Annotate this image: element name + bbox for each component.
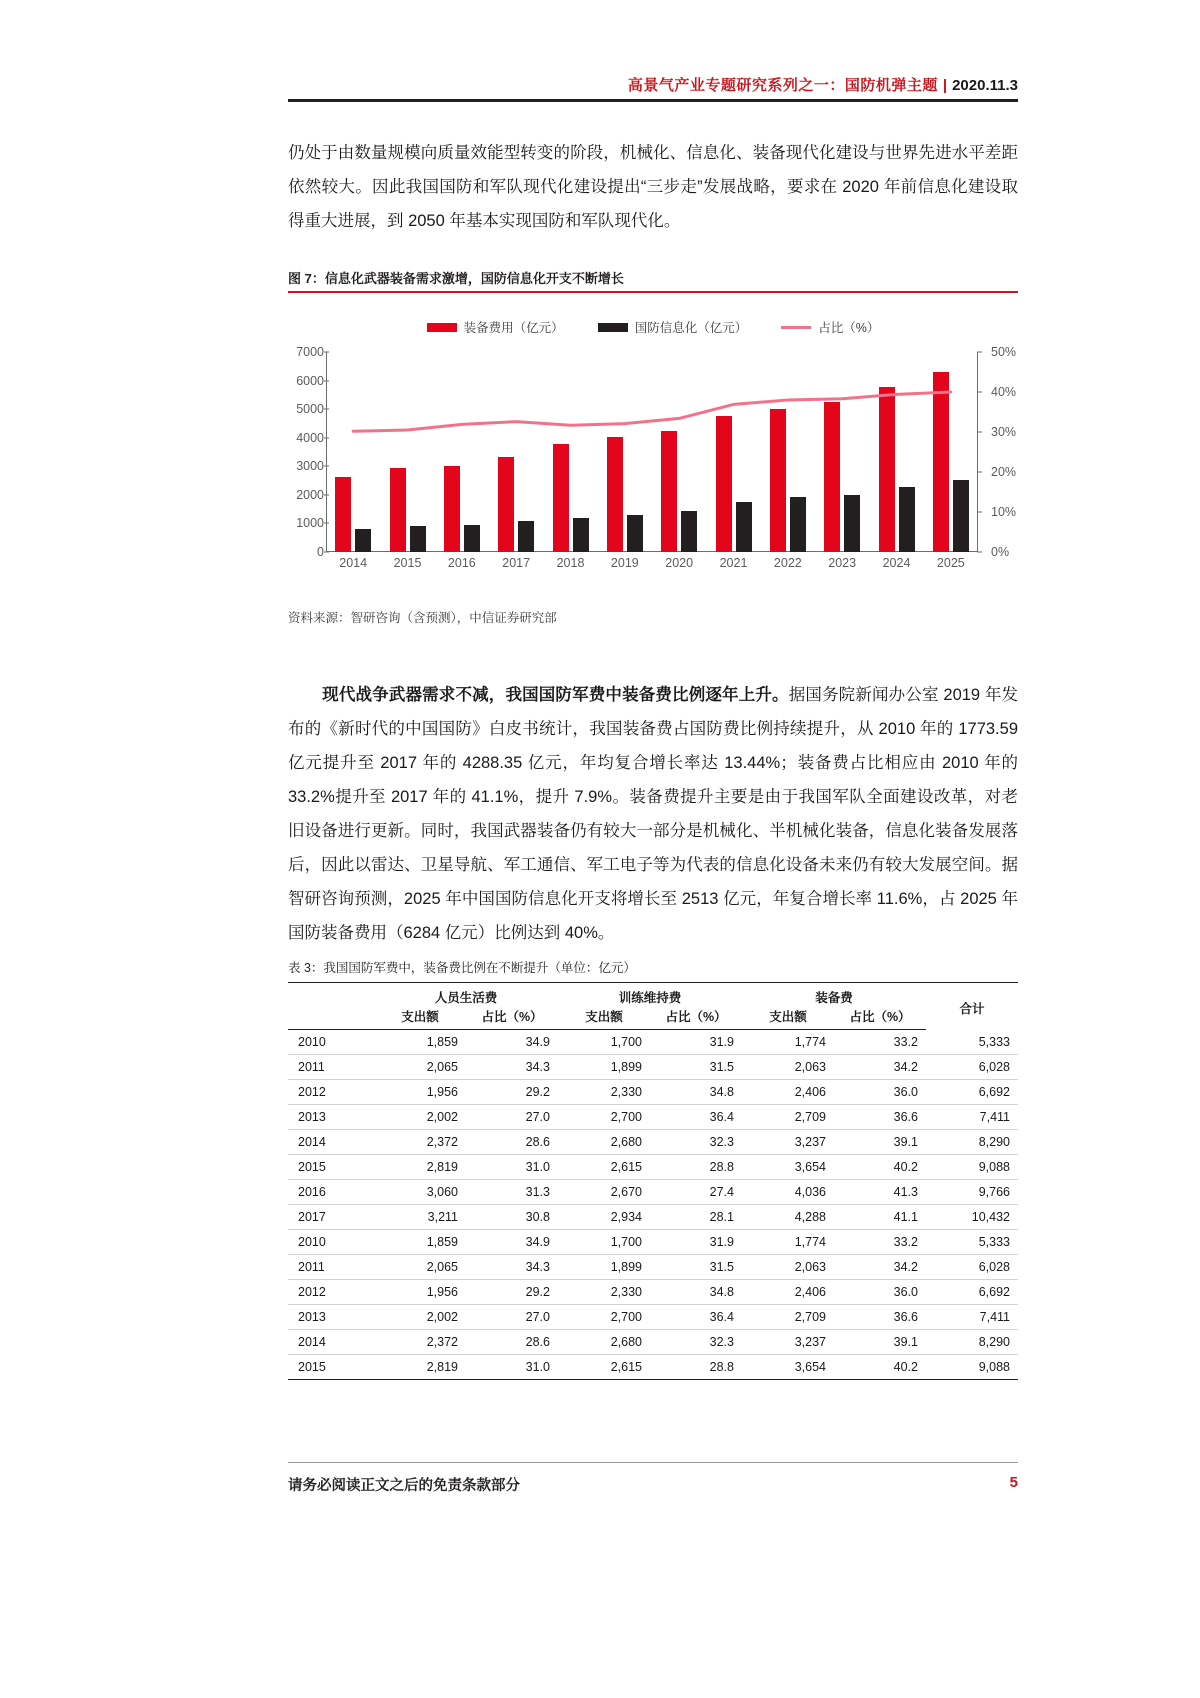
legend-label-share: 占比（%） (818, 321, 880, 335)
table-cell-value: 1,899 (558, 1055, 650, 1080)
table-cell-value: 6,028 (926, 1055, 1018, 1080)
table-group-header-row (288, 983, 1018, 1008)
table-cell-value: 1,700 (558, 1030, 650, 1055)
table-row (288, 1080, 1018, 1105)
chart-legend (288, 318, 1018, 336)
table-row (288, 1155, 1018, 1180)
table-head (288, 983, 1018, 1030)
table-cell-value: 27.4 (650, 1180, 742, 1205)
table-cell-value: 3,211 (374, 1205, 466, 1230)
table-cell-value: 2,819 (374, 1355, 466, 1380)
table-cell-value: 2,680 (558, 1330, 650, 1355)
table-cell-value: 31.5 (650, 1255, 742, 1280)
paragraph-2-body: 据国务院新闻办公室 2019 年发布的《新时代的中国国防》白皮书统计，我国装备费占国防费比例持续提升，从 2010 年的 1773.59 亿元提升至 2017 年的 4288.35 亿元，年均复合增长率达 13.44%；装备费占比相应由 2010 年的 33.2%提升至 2017 年的 41.1%，提升 7.9%。装备费提升主要是由于我国军队全面建设改革，对老旧设备进行更新。同时，我国武器装备仍有较大一部分是机械化、半机械化装备，信息化装备发展落后，因此以雷达、卫星导航、军工通信、军工电子等为代表的信息化设备未来仍有较大发展空间。据智研咨询预测，2025 年中国国防信息化开支将增长至 2513 亿元，年复合增长率 11.6%，占 2025 年国防装备费用（6284 亿元）比例达到 40%。 (288, 686, 1019, 942)
x-label-2021: 2021 (719, 556, 748, 570)
table-cell-value: 1,774 (742, 1230, 834, 1255)
table-cell-year: 2014 (288, 1130, 374, 1155)
table-cell-value: 2,406 (742, 1280, 834, 1305)
table-cell-value: 7,411 (926, 1105, 1018, 1130)
table-cell-value: 6,692 (926, 1080, 1018, 1105)
table-sub-header-equipment-amount: 支出额 (742, 1007, 834, 1030)
table-cell-value: 2,002 (374, 1305, 466, 1330)
table-cell-value: 1,899 (558, 1255, 650, 1280)
table-cell-value: 39.1 (834, 1330, 926, 1355)
table-sub-header-personnel-share: 占比（%） (466, 1007, 558, 1030)
legend-swatch-black-bar (598, 323, 628, 332)
table-cell-value: 36.4 (650, 1105, 742, 1130)
table-cell-value: 2,709 (742, 1305, 834, 1330)
table-cell-value: 34.2 (834, 1255, 926, 1280)
legend-item-share (781, 318, 879, 336)
table-cell-value: 2,819 (374, 1155, 466, 1180)
table-row (288, 1105, 1018, 1130)
table-cell-value: 29.2 (466, 1080, 558, 1105)
table-cell-value: 28.6 (466, 1130, 558, 1155)
table-group-header-training: 训练维持费 (558, 983, 742, 1008)
table-cell-value: 32.3 (650, 1330, 742, 1355)
chart-plot-area (296, 345, 1017, 570)
table-row (288, 1130, 1018, 1155)
table-cell-value: 31.0 (466, 1155, 558, 1180)
table-cell-value: 31.0 (466, 1355, 558, 1380)
table-cell-value: 2,615 (558, 1355, 650, 1380)
figure-source: 资料来源：智研咨询（含预测），中信证券研究部 (288, 611, 557, 625)
table-cell-value: 5,333 (926, 1230, 1018, 1255)
footer-divider (288, 1462, 1018, 1463)
table-row (288, 1180, 1018, 1205)
y-tick-left-0: 0 (317, 545, 324, 559)
table-group-header-blank (288, 983, 374, 1008)
table-cell-value: 36.4 (650, 1305, 742, 1330)
table-cell-value: 2,063 (742, 1055, 834, 1080)
table-cell-value: 30.8 (466, 1205, 558, 1230)
table-cell-value: 40.2 (834, 1355, 926, 1380)
table-cell-value: 28.8 (650, 1155, 742, 1180)
table-cell-value: 9,088 (926, 1155, 1018, 1180)
table-cell-value: 8,290 (926, 1330, 1018, 1355)
y-tick-left-6000: 6000 (296, 373, 324, 388)
table-cell-value: 34.8 (650, 1280, 742, 1305)
legend-label-informatization: 国防信息化（亿元） (634, 321, 748, 335)
x-label-2019: 2019 (610, 556, 639, 570)
footer-page-number: 5 (1009, 1474, 1018, 1491)
table-cell-value: 2,330 (558, 1280, 650, 1305)
header-divider (288, 99, 1018, 102)
table-cell-value: 29.2 (466, 1280, 558, 1305)
y-tick-right-10: 10% (991, 505, 1017, 519)
x-label-2022: 2022 (773, 556, 802, 570)
x-label-2018: 2018 (556, 556, 585, 570)
table-cell-year: 2010 (288, 1030, 374, 1055)
table-cell-year: 2016 (288, 1180, 374, 1205)
table-cell-value: 31.5 (650, 1055, 742, 1080)
y-tick-left-5000: 5000 (296, 402, 324, 417)
chart-y-axis-right (982, 345, 1026, 559)
x-label-2023: 2023 (828, 556, 857, 570)
chart-y-axis-left (280, 345, 324, 559)
table-cell-value: 40.2 (834, 1155, 926, 1180)
header-separator: | (942, 77, 948, 94)
figure-caption-rule (288, 291, 1018, 293)
table-cell-value: 41.3 (834, 1180, 926, 1205)
y-tick-right-50: 50% (991, 345, 1017, 359)
header-report-title: 高景气产业专题研究系列之一：国防机弹主题 (627, 77, 938, 94)
table-cell-value: 8,290 (926, 1130, 1018, 1155)
table-body (288, 1030, 1018, 1380)
table-row (288, 1230, 1018, 1255)
table-cell-value: 34.9 (466, 1030, 558, 1055)
table-caption: 表 3：我国国防军费中，装备费比例在不断提升（单位：亿元） (288, 961, 636, 975)
legend-swatch-red-bar (427, 323, 457, 332)
table-sub-header-equipment-share: 占比（%） (834, 1007, 926, 1030)
table-row (288, 1205, 1018, 1230)
y-tick-left-7000: 7000 (296, 345, 324, 359)
table-row (288, 1355, 1018, 1380)
table-cell-value: 1,859 (374, 1230, 466, 1255)
table-row (288, 1030, 1018, 1055)
y-tick-right-40: 40% (991, 385, 1017, 399)
table-cell-value: 36.0 (834, 1280, 926, 1305)
table-cell-value: 27.0 (466, 1305, 558, 1330)
legend-item-informatization (598, 318, 748, 336)
table-sub-header-row (288, 1007, 1018, 1030)
table-cell-value: 10,432 (926, 1205, 1018, 1230)
table-cell-value: 2,065 (374, 1255, 466, 1280)
legend-label-equipment: 装备费用（亿元） (463, 321, 564, 335)
table-cell-value: 9,088 (926, 1355, 1018, 1380)
x-label-2017: 2017 (502, 556, 531, 570)
table-cell-value: 32.3 (650, 1130, 742, 1155)
table-cell-year: 2011 (288, 1055, 374, 1080)
table-sub-header-personnel-amount: 支出额 (374, 1007, 466, 1030)
y-tick-left-3000: 3000 (296, 459, 324, 474)
table-cell-value: 3,060 (374, 1180, 466, 1205)
x-label-2025: 2025 (936, 556, 965, 570)
table-cell-value: 2,670 (558, 1180, 650, 1205)
defense-budget-table (288, 982, 1018, 1380)
table-cell-value: 3,237 (742, 1330, 834, 1355)
table-cell-value: 9,766 (926, 1180, 1018, 1205)
table-cell-value: 34.3 (466, 1055, 558, 1080)
table-cell-value: 27.0 (466, 1105, 558, 1130)
table-row (288, 1305, 1018, 1330)
paragraph-2-lead: 现代战争武器需求不减，我国国防军费中装备费比例逐年上升。 (322, 686, 789, 704)
table-row (288, 1280, 1018, 1305)
table-cell-year: 2012 (288, 1080, 374, 1105)
table-sub-header-training-amount: 支出额 (558, 1007, 650, 1030)
table-cell-value: 31.3 (466, 1180, 558, 1205)
table-cell-value: 36.0 (834, 1080, 926, 1105)
table-cell-value: 1,774 (742, 1030, 834, 1055)
body-paragraph-2 (288, 678, 1018, 950)
table-cell-value: 2,934 (558, 1205, 650, 1230)
table-cell-year: 2014 (288, 1330, 374, 1355)
table-cell-year: 2010 (288, 1230, 374, 1255)
table-sub-header-training-share: 占比（%） (650, 1007, 742, 1030)
page-header (288, 74, 1018, 95)
y-tick-right-30: 30% (991, 425, 1017, 439)
table-cell-value: 2,063 (742, 1255, 834, 1280)
table-cell-value: 33.2 (834, 1230, 926, 1255)
table-cell-value: 4,288 (742, 1205, 834, 1230)
table-cell-value: 2,372 (374, 1330, 466, 1355)
table-cell-value: 2,002 (374, 1105, 466, 1130)
table-cell-value: 28.1 (650, 1205, 742, 1230)
table-cell-year: 2017 (288, 1205, 374, 1230)
table-cell-value: 36.6 (834, 1305, 926, 1330)
figure-caption: 图 7：信息化武器装备需求激增，国防信息化开支不断增长 (288, 271, 624, 286)
table-cell-value: 6,028 (926, 1255, 1018, 1280)
table-cell-value: 2,700 (558, 1105, 650, 1130)
table-group-header-equipment: 装备费 (742, 983, 926, 1008)
table-cell-value: 6,692 (926, 1280, 1018, 1305)
legend-item-equipment (427, 318, 564, 336)
table-cell-year: 2013 (288, 1305, 374, 1330)
table-cell-value: 31.9 (650, 1230, 742, 1255)
x-label-2014: 2014 (339, 556, 368, 570)
table-cell-year: 2012 (288, 1280, 374, 1305)
table-cell-value: 34.3 (466, 1255, 558, 1280)
table-cell-value: 4,036 (742, 1180, 834, 1205)
table-cell-value: 3,237 (742, 1130, 834, 1155)
table-cell-value: 33.2 (834, 1030, 926, 1055)
table-cell-value: 2,406 (742, 1080, 834, 1105)
y-tick-right-20: 20% (991, 465, 1017, 479)
table-cell-value: 7,411 (926, 1305, 1018, 1330)
legend-swatch-pink-line (781, 326, 811, 329)
table-cell-value: 41.1 (834, 1205, 926, 1230)
y-tick-left-4000: 4000 (296, 430, 324, 445)
x-label-2024: 2024 (882, 556, 911, 570)
table-cell-value: 39.1 (834, 1130, 926, 1155)
body-paragraph-1: 仍处于由数量规模向质量效能型转变的阶段，机械化、信息化、装备现代化建设与世界先进水平差距依然较大。因此我国国防和军队现代化建设提出“三步走”发展战略，要求在 2020 年前信息化建设取得重大进展，到 2050 年基本实现国防和军队现代化。 (288, 144, 1018, 230)
x-label-2016: 2016 (447, 556, 476, 570)
y-tick-left-1000: 1000 (296, 516, 324, 531)
table-cell-value: 1,956 (374, 1280, 466, 1305)
table-cell-value: 34.8 (650, 1080, 742, 1105)
footer-disclaimer: 请务必阅读正文之后的免责条款部分 (288, 1478, 520, 1494)
table-group-header-total: 合计 (926, 983, 1018, 1030)
chart-x-axis-labels (326, 556, 978, 580)
table-cell-value: 2,372 (374, 1130, 466, 1155)
table-cell-value: 3,654 (742, 1155, 834, 1180)
table-cell-value: 28.6 (466, 1330, 558, 1355)
table-cell-value: 34.2 (834, 1055, 926, 1080)
chart-share-line (326, 352, 978, 552)
table-cell-year: 2011 (288, 1255, 374, 1280)
table-row (288, 1255, 1018, 1280)
table-cell-value: 34.9 (466, 1230, 558, 1255)
y-tick-left-2000: 2000 (296, 487, 324, 502)
table-row (288, 1330, 1018, 1355)
header-date: 2020.11.3 (952, 77, 1018, 94)
table-row (288, 1055, 1018, 1080)
table-sub-header-blank (288, 1007, 374, 1030)
table-cell-year: 2015 (288, 1355, 374, 1380)
table-cell-year: 2015 (288, 1155, 374, 1180)
table-cell-value: 1,700 (558, 1230, 650, 1255)
table-cell-year: 2013 (288, 1105, 374, 1130)
figure-7-chart (288, 296, 1018, 596)
y-tick-right-0: 0% (991, 545, 1010, 559)
table-cell-value: 28.8 (650, 1355, 742, 1380)
table-cell-value: 1,859 (374, 1030, 466, 1055)
table-cell-value: 2,330 (558, 1080, 650, 1105)
table-cell-value: 31.9 (650, 1030, 742, 1055)
table-cell-value: 2,065 (374, 1055, 466, 1080)
table-cell-value: 2,709 (742, 1105, 834, 1130)
x-label-2015: 2015 (393, 556, 422, 570)
x-label-2020: 2020 (665, 556, 694, 570)
table-group-header-personnel: 人员生活费 (374, 983, 558, 1008)
table-cell-value: 36.6 (834, 1105, 926, 1130)
table-cell-value: 2,700 (558, 1305, 650, 1330)
table-cell-value: 3,654 (742, 1355, 834, 1380)
table-cell-value: 2,615 (558, 1155, 650, 1180)
table-cell-value: 1,956 (374, 1080, 466, 1105)
table-cell-value: 2,680 (558, 1130, 650, 1155)
table-cell-value: 5,333 (926, 1030, 1018, 1055)
